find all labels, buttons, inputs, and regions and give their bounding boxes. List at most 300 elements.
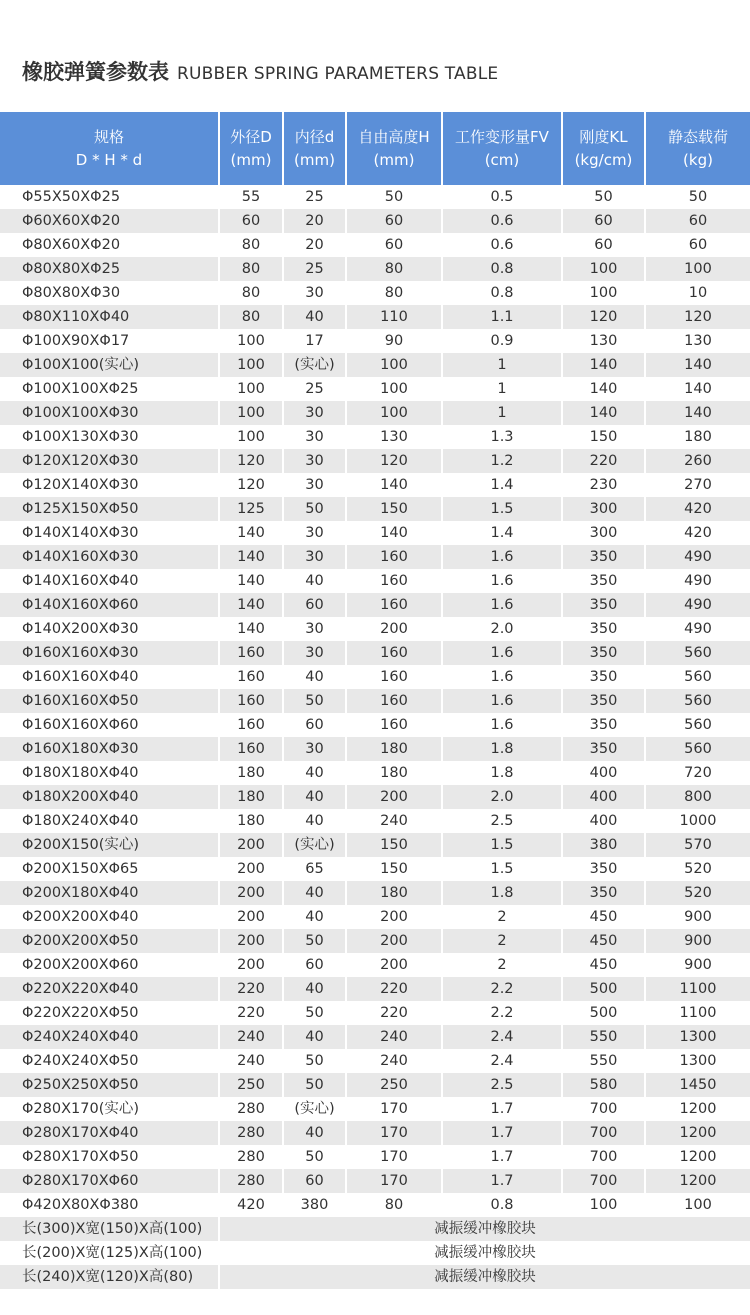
cell-static-load: 560 (684, 717, 712, 733)
cell-stiffness: 400 (562, 785, 645, 809)
cell-free-height: 200 (346, 929, 442, 953)
cell-inner-diameter: 17 (283, 329, 346, 353)
cell-outer-diameter: 100 (219, 329, 283, 353)
cell-outer-diameter: 100 (219, 401, 283, 425)
cell-work-deformation: 1.4 (442, 521, 562, 545)
table-row (0, 449, 750, 473)
cell-stiffness: 500 (562, 977, 645, 1001)
cell-free-height: 170 (346, 1097, 442, 1121)
cell-static-load: 490 (684, 621, 712, 637)
cell-static-load: 1100 (645, 977, 750, 1001)
cell-inner-diameter: 50 (283, 1001, 346, 1025)
cell-inner-diameter: 380 (283, 1193, 346, 1217)
cell-free-height: 150 (346, 857, 442, 881)
cell-static-load: 560 (684, 669, 712, 685)
cell-outer-diameter: 160 (219, 689, 283, 713)
cell-spec: Φ180X180XΦ40 (0, 761, 219, 785)
table-row (0, 1025, 750, 1049)
cell-stiffness: 60 (562, 209, 645, 233)
table-row (0, 929, 750, 953)
cell-inner-diameter: 30 (283, 545, 346, 569)
cell-inner-diameter: 40 (283, 905, 346, 929)
cell-free-height: 170 (346, 1169, 442, 1193)
cell-inner-diameter: 40 (283, 665, 346, 689)
cell-static-load: 520 (645, 881, 750, 905)
cell-static-load: 1200 (679, 1149, 717, 1165)
cell-inner-diameter: 30 (283, 425, 346, 449)
cell-stiffness: 150 (562, 425, 645, 449)
cell-static-load: 490 (645, 545, 750, 569)
cell-static-load: 900 (645, 929, 750, 953)
cell-free-height: 160 (346, 689, 442, 713)
cell-work-deformation: 1.8 (442, 737, 562, 761)
cell-free-height: 180 (346, 761, 442, 785)
cell-static-load: 100 (684, 1197, 712, 1213)
table-row (0, 833, 750, 857)
cell-outer-diameter: 100 (219, 353, 283, 377)
header-unit: (kg) (683, 150, 713, 169)
cell-stiffness: 230 (562, 473, 645, 497)
cell-outer-diameter: 55 (219, 185, 283, 209)
cell-spec: Φ120X140XΦ30 (0, 473, 219, 497)
table-row (0, 1121, 750, 1145)
cell-static-load: 140 (684, 381, 712, 397)
cell-free-height: 60 (346, 233, 442, 257)
table-header-row (0, 112, 750, 185)
cell-outer-diameter: 60 (219, 209, 283, 233)
table-row (0, 545, 750, 569)
table-row (0, 209, 750, 233)
cell-spec: Φ140X160XΦ30 (0, 545, 219, 569)
cell-free-height: 240 (346, 1025, 442, 1049)
cell-free-height: 170 (346, 1145, 442, 1169)
cell-spec: Φ200X200XΦ50 (0, 929, 219, 953)
cell-outer-diameter: 240 (219, 1049, 283, 1073)
cell-stiffness: 450 (562, 953, 645, 977)
cell-work-deformation: 1.5 (442, 857, 562, 881)
cell-stiffness: 100 (562, 257, 645, 281)
table-row-block (0, 1265, 750, 1289)
cell-free-height: 60 (346, 209, 442, 233)
cell-spec: Φ200X200XΦ40 (0, 905, 219, 929)
cell-spec: Φ280X170(实心) (0, 1097, 219, 1121)
cell-work-deformation: 1.7 (442, 1121, 562, 1145)
cell-free-height: 240 (346, 1049, 442, 1073)
cell-static-load: 490 (645, 593, 750, 617)
table-row (0, 377, 750, 401)
cell-stiffness: 380 (562, 833, 645, 857)
cell-spec: Φ80X60XΦ20 (0, 233, 219, 257)
cell-inner-diameter: 40 (283, 881, 346, 905)
cell-outer-diameter: 140 (219, 521, 283, 545)
cell-work-deformation: 0.8 (442, 281, 562, 305)
cell-inner-diameter: (实心) (283, 1097, 346, 1121)
cell-static-load: 560 (645, 641, 750, 665)
cell-static-load: 1200 (679, 1101, 717, 1117)
cell-inner-diameter: 30 (283, 617, 346, 641)
header-label: 内径d (294, 127, 335, 146)
cell-free-height: 160 (346, 593, 442, 617)
cell-outer-diameter: 280 (219, 1169, 283, 1193)
table-row (0, 713, 750, 737)
cell-free-height: 80 (346, 281, 442, 305)
table-row (0, 233, 750, 257)
table-row (0, 185, 750, 209)
cell-outer-diameter: 200 (219, 929, 283, 953)
cell-spec: Φ125X150XΦ50 (0, 497, 219, 521)
table-row (0, 1145, 750, 1169)
cell-stiffness: 550 (562, 1049, 645, 1073)
cell-work-deformation: 0.6 (442, 209, 562, 233)
cell-stiffness: 140 (562, 353, 645, 377)
cell-work-deformation: 1.6 (442, 641, 562, 665)
cell-work-deformation: 1 (442, 377, 562, 401)
cell-spec: Φ280X170XΦ40 (0, 1121, 219, 1145)
header-unit: (mm) (373, 150, 415, 169)
cell-work-deformation: 0.5 (442, 185, 562, 209)
cell-outer-diameter: 200 (219, 953, 283, 977)
header-label: 外径D (230, 127, 272, 146)
cell-static-load: 900 (684, 957, 712, 973)
table-row (0, 881, 750, 905)
page-title (22, 56, 498, 86)
cell-stiffness: 350 (562, 665, 645, 689)
cell-spec: Φ280X170XΦ50 (0, 1145, 219, 1169)
cell-outer-diameter: 120 (219, 473, 283, 497)
cell-stiffness: 700 (562, 1145, 645, 1169)
table-row (0, 401, 750, 425)
cell-free-height: 250 (346, 1073, 442, 1097)
cell-spec: Φ140X140XΦ30 (0, 521, 219, 545)
cell-spec: Φ180X240XΦ40 (0, 809, 219, 833)
cell-spec: Φ200X150XΦ65 (0, 857, 219, 881)
cell-free-height: 90 (346, 329, 442, 353)
cell-free-height: 180 (346, 737, 442, 761)
cell-inner-diameter: 30 (283, 449, 346, 473)
cell-static-load: 420 (645, 497, 750, 521)
cell-free-height: 130 (346, 425, 442, 449)
cell-work-deformation: 2.5 (442, 809, 562, 833)
cell-free-height: 140 (346, 521, 442, 545)
cell-static-load: 1450 (645, 1073, 750, 1097)
cell-stiffness: 350 (562, 617, 645, 641)
cell-stiffness: 350 (562, 569, 645, 593)
table-row (0, 473, 750, 497)
cell-inner-diameter: 30 (283, 281, 346, 305)
cell-stiffness: 130 (562, 329, 645, 353)
cell-stiffness: 700 (562, 1097, 645, 1121)
cell-stiffness: 400 (562, 809, 645, 833)
cell-spec: Φ200X200XΦ60 (0, 953, 219, 977)
header-spec (0, 112, 219, 185)
cell-inner-diameter: (实心) (283, 353, 346, 377)
header-unit: D * H * d (75, 150, 143, 169)
table-body (0, 185, 750, 1289)
table-row-block (0, 1217, 750, 1241)
cell-inner-diameter: 50 (283, 929, 346, 953)
cell-inner-diameter: 40 (283, 1025, 346, 1049)
header-static-load (645, 112, 750, 185)
cell-outer-diameter: 250 (219, 1073, 283, 1097)
cell-stiffness: 300 (562, 497, 645, 521)
cell-free-height: 220 (346, 1001, 442, 1025)
cell-work-deformation: 1.5 (442, 497, 562, 521)
cell-static-load: 270 (684, 477, 712, 493)
cell-static-load: 560 (645, 689, 750, 713)
header-label: 刚度KL (579, 127, 628, 146)
title-chinese: 橡胶弹簧参数表 (22, 60, 169, 84)
cell-spec: Φ200X150(实心) (0, 833, 219, 857)
table-row (0, 809, 750, 833)
cell-block-description: 减振缓冲橡胶块 (219, 1217, 750, 1241)
cell-work-deformation: 2.0 (442, 617, 562, 641)
table-row (0, 1049, 750, 1073)
table-row (0, 521, 750, 545)
cell-work-deformation: 2.2 (442, 977, 562, 1001)
cell-stiffness: 100 (562, 281, 645, 305)
cell-spec: Φ80X110XΦ40 (0, 305, 219, 329)
cell-static-load: 140 (645, 353, 750, 377)
cell-stiffness: 220 (562, 449, 645, 473)
cell-spec: Φ160X160XΦ60 (0, 713, 219, 737)
cell-outer-diameter: 125 (219, 497, 283, 521)
cell-static-load: 800 (645, 785, 750, 809)
cell-stiffness: 140 (562, 377, 645, 401)
cell-stiffness: 350 (562, 737, 645, 761)
cell-work-deformation: 1.1 (442, 305, 562, 329)
cell-outer-diameter: 200 (219, 857, 283, 881)
cell-work-deformation: 1.5 (442, 833, 562, 857)
cell-spec: Φ100X100XΦ30 (0, 401, 219, 425)
cell-stiffness: 350 (562, 593, 645, 617)
cell-work-deformation: 2 (442, 929, 562, 953)
cell-work-deformation: 2.4 (442, 1049, 562, 1073)
cell-inner-diameter: 60 (283, 593, 346, 617)
cell-inner-diameter: 40 (283, 569, 346, 593)
cell-inner-diameter: 20 (283, 209, 346, 233)
cell-static-load: 520 (684, 861, 712, 877)
cell-stiffness: 400 (562, 761, 645, 785)
cell-spec: Φ140X200XΦ30 (0, 617, 219, 641)
cell-free-height: 160 (346, 641, 442, 665)
cell-static-load: 1000 (679, 813, 717, 829)
cell-stiffness: 350 (562, 641, 645, 665)
cell-spec: Φ280X170XΦ60 (0, 1169, 219, 1193)
table-row (0, 1193, 750, 1217)
table-row (0, 329, 750, 353)
cell-inner-diameter: 30 (283, 473, 346, 497)
cell-static-load: 60 (688, 237, 708, 253)
cell-work-deformation: 1.8 (442, 761, 562, 785)
cell-work-deformation: 2 (442, 905, 562, 929)
cell-spec: Φ200X180XΦ40 (0, 881, 219, 905)
cell-free-height: 160 (346, 713, 442, 737)
table-row (0, 761, 750, 785)
table-row (0, 353, 750, 377)
cell-static-load: 1200 (645, 1121, 750, 1145)
rubber-spring-parameters-table (0, 112, 750, 1289)
cell-work-deformation: 1 (442, 353, 562, 377)
cell-static-load: 140 (645, 401, 750, 425)
cell-work-deformation: 1.8 (442, 881, 562, 905)
cell-outer-diameter: 140 (219, 569, 283, 593)
cell-work-deformation: 2.4 (442, 1025, 562, 1049)
cell-free-height: 240 (346, 809, 442, 833)
cell-static-load: 570 (645, 833, 750, 857)
cell-stiffness: 350 (562, 689, 645, 713)
header-label: 工作变形量FV (455, 127, 549, 146)
cell-static-load: 900 (684, 909, 712, 925)
cell-free-height: 100 (346, 377, 442, 401)
table-row-block (0, 1241, 750, 1265)
cell-outer-diameter: 280 (219, 1097, 283, 1121)
cell-free-height: 200 (346, 617, 442, 641)
table-row (0, 857, 750, 881)
cell-inner-diameter: 25 (283, 377, 346, 401)
cell-outer-diameter: 140 (219, 545, 283, 569)
cell-inner-diameter: 30 (283, 401, 346, 425)
cell-free-height: 140 (346, 473, 442, 497)
cell-work-deformation: 1.6 (442, 593, 562, 617)
table-row (0, 305, 750, 329)
cell-inner-diameter: 40 (283, 1121, 346, 1145)
cell-inner-diameter: 25 (283, 185, 346, 209)
table-row (0, 425, 750, 449)
cell-spec: Φ80X80XΦ25 (0, 257, 219, 281)
cell-static-load: 1200 (645, 1169, 750, 1193)
cell-work-deformation: 1.7 (442, 1169, 562, 1193)
cell-spec: Φ55X50XΦ25 (0, 185, 219, 209)
cell-stiffness: 580 (562, 1073, 645, 1097)
cell-inner-diameter: 60 (283, 713, 346, 737)
header-label: 自由高度H (358, 127, 430, 146)
cell-outer-diameter: 80 (219, 257, 283, 281)
cell-free-height: 50 (346, 185, 442, 209)
cell-free-height: 160 (346, 569, 442, 593)
cell-outer-diameter: 200 (219, 881, 283, 905)
cell-free-height: 150 (346, 497, 442, 521)
cell-spec: Φ180X200XΦ40 (0, 785, 219, 809)
cell-outer-diameter: 180 (219, 809, 283, 833)
cell-static-load: 1300 (679, 1053, 717, 1069)
table-row (0, 977, 750, 1001)
header-label: 规格 (93, 127, 124, 146)
cell-work-deformation: 0.6 (442, 233, 562, 257)
cell-outer-diameter: 120 (219, 449, 283, 473)
cell-work-deformation: 1.3 (442, 425, 562, 449)
cell-spec: Φ160X160XΦ40 (0, 665, 219, 689)
table-row (0, 953, 750, 977)
cell-inner-diameter: 40 (283, 977, 346, 1001)
cell-spec: Φ240X240XΦ40 (0, 1025, 219, 1049)
header-unit: (mm) (294, 150, 335, 169)
cell-stiffness: 700 (562, 1169, 645, 1193)
cell-outer-diameter: 100 (219, 425, 283, 449)
cell-outer-diameter: 180 (219, 761, 283, 785)
cell-stiffness: 120 (562, 305, 645, 329)
table-row (0, 905, 750, 929)
table-row (0, 569, 750, 593)
cell-stiffness: 350 (562, 881, 645, 905)
cell-free-height: 100 (346, 401, 442, 425)
cell-outer-diameter: 140 (219, 617, 283, 641)
cell-inner-diameter: 20 (283, 233, 346, 257)
cell-static-load: 60 (645, 209, 750, 233)
header-outer-diameter (219, 112, 283, 185)
table-row (0, 1169, 750, 1193)
cell-static-load: 560 (645, 737, 750, 761)
cell-static-load: 120 (645, 305, 750, 329)
table-row (0, 665, 750, 689)
cell-work-deformation: 1.6 (442, 665, 562, 689)
cell-outer-diameter: 280 (219, 1121, 283, 1145)
cell-stiffness: 700 (562, 1121, 645, 1145)
cell-stiffness: 350 (562, 857, 645, 881)
table-row (0, 497, 750, 521)
cell-outer-diameter: 80 (219, 305, 283, 329)
cell-free-height: 80 (346, 257, 442, 281)
cell-stiffness: 450 (562, 905, 645, 929)
cell-free-height: 150 (346, 833, 442, 857)
cell-block-description: 减振缓冲橡胶块 (434, 1245, 536, 1261)
cell-spec: Φ140X160XΦ60 (0, 593, 219, 617)
cell-stiffness: 100 (562, 1193, 645, 1217)
cell-static-load: 180 (684, 429, 712, 445)
cell-outer-diameter: 160 (219, 713, 283, 737)
header-unit: (mm) (230, 150, 272, 169)
cell-work-deformation: 1.7 (442, 1145, 562, 1169)
table-row (0, 617, 750, 641)
cell-inner-diameter: 50 (283, 1073, 346, 1097)
cell-free-height: 160 (346, 665, 442, 689)
cell-inner-diameter: 50 (283, 497, 346, 521)
cell-work-deformation: 1.6 (442, 713, 562, 737)
cell-free-height: 200 (346, 905, 442, 929)
cell-spec: Φ100X130XΦ30 (0, 425, 219, 449)
cell-free-height: 220 (346, 977, 442, 1001)
table-row (0, 593, 750, 617)
cell-outer-diameter: 140 (219, 593, 283, 617)
cell-static-load: 260 (645, 449, 750, 473)
cell-spec: Φ160X180XΦ30 (0, 737, 219, 761)
cell-outer-diameter: 80 (219, 233, 283, 257)
cell-free-height: 80 (346, 1193, 442, 1217)
header-free-height (346, 112, 442, 185)
header-stiffness (562, 112, 645, 185)
cell-work-deformation: 1 (442, 401, 562, 425)
cell-inner-diameter: 30 (283, 737, 346, 761)
cell-static-load: 490 (684, 573, 712, 589)
cell-spec: Φ420X80XΦ380 (0, 1193, 219, 1217)
cell-free-height: 170 (346, 1121, 442, 1145)
table-row (0, 737, 750, 761)
cell-work-deformation: 1.6 (442, 569, 562, 593)
cell-work-deformation: 1.4 (442, 473, 562, 497)
header-inner-diameter (283, 112, 346, 185)
cell-free-height: 120 (346, 449, 442, 473)
cell-inner-diameter: 25 (283, 257, 346, 281)
cell-spec: Φ100X100(实心) (0, 353, 219, 377)
cell-work-deformation: 1.2 (442, 449, 562, 473)
cell-work-deformation: 1.7 (442, 1097, 562, 1121)
cell-spec: Φ60X60XΦ20 (0, 209, 219, 233)
cell-static-load: 1300 (645, 1025, 750, 1049)
cell-inner-diameter: 50 (283, 689, 346, 713)
cell-spec: Φ160X160XΦ30 (0, 641, 219, 665)
table-row (0, 1073, 750, 1097)
cell-inner-diameter: 65 (283, 857, 346, 881)
cell-stiffness: 60 (562, 233, 645, 257)
